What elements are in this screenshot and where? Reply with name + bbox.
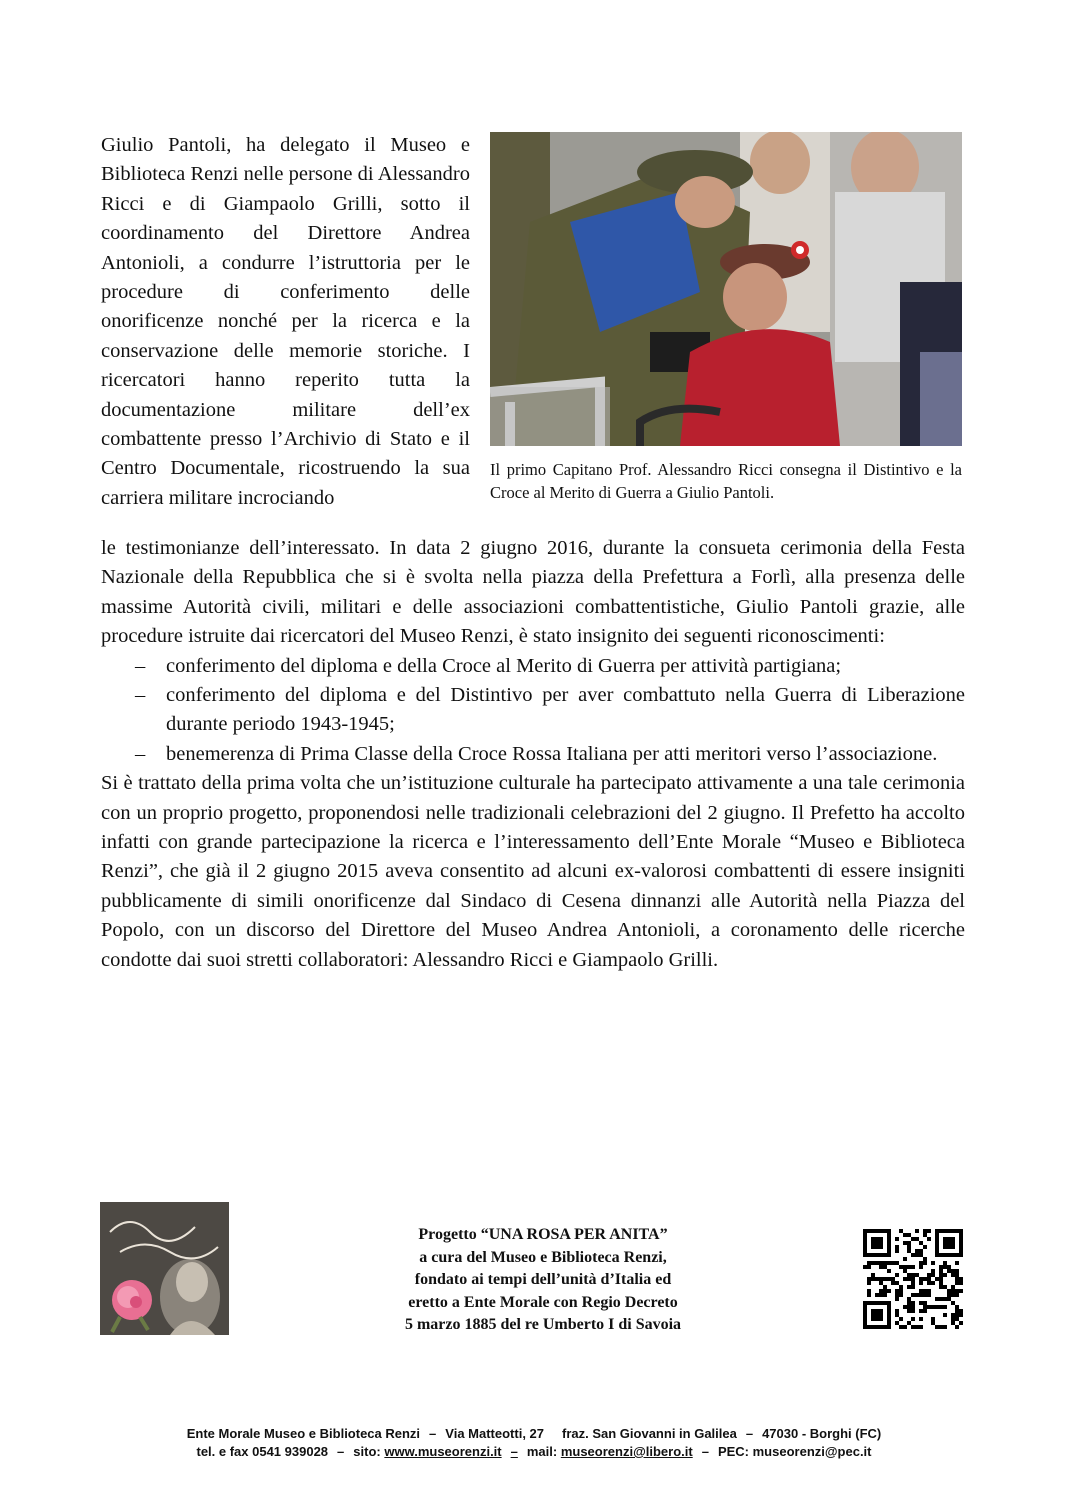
photo-caption: Il primo Capitano Prof. Alessandro Ricci consegna il Distintivo e la Croce al Merito di Guerra a Giulio Pantoli. <box>490 460 962 502</box>
footer-address-line <box>0 1425 1068 1443</box>
footer-separator: – <box>701 1444 709 1459</box>
project-line: eretto a Ente Morale con Regio Decreto <box>408 1293 678 1311</box>
list-item-text: benemerenza di Prima Classe della Croce Rossa Italiana per atti meritori verso l’associazione. <box>166 742 938 765</box>
project-line: Progetto “UNA ROSA PER ANITA” <box>418 1226 668 1243</box>
ceremony-photo <box>490 132 962 446</box>
website-link[interactable]: www.museorenzi.it <box>384 1444 502 1459</box>
footer-separator: – <box>337 1444 345 1459</box>
footer-mail-label: mail: <box>526 1444 558 1459</box>
footer-separator: – <box>510 1444 518 1459</box>
project-info <box>362 1224 724 1337</box>
footer-separator: – <box>429 1426 437 1441</box>
footer-phone: tel. e fax 0541 939028 <box>196 1444 329 1459</box>
footer-site-label: sito: <box>353 1444 381 1459</box>
qr-code[interactable] <box>862 1228 964 1330</box>
list-item <box>101 740 965 769</box>
footer-frazione: fraz. San Giovanni in Galilea <box>562 1426 737 1441</box>
footer-street: Via Matteotti, 27 <box>445 1426 545 1441</box>
email-link[interactable]: museorenzi@libero.it <box>560 1444 693 1459</box>
project-line: fondato ai tempi dell’unità d’Italia ed <box>414 1271 672 1288</box>
bullet-dash: – <box>135 742 146 765</box>
list-item-text: conferimento del diploma e del Distintivo per aver combattuto nella Guerra di Liberazione durante periodo 1943-1945; <box>166 684 965 736</box>
project-line: 5 marzo 1885 del re Umberto I di Savoia <box>404 1316 682 1333</box>
bullet-dash: – <box>135 654 146 677</box>
pec-address: museorenzi@pec.it <box>752 1444 872 1459</box>
honors-list <box>101 652 965 770</box>
footer-separator: – <box>745 1426 754 1441</box>
footer-contact-line <box>0 1443 1068 1461</box>
main-text <box>101 534 965 975</box>
left-column-text: Giulio Pantoli, ha delegato il Museo e Biblioteca Renzi nelle persone di Alessandro Ricci e di Giampaolo Grilli, sotto il coordinamento del Direttore Andrea Antonioli, a condurre l’istruttoria per le procedure di conferimento delle onorificenze nonché per la ricerca e la conservazione delle memorie storiche. I ricercatori hanno reperito tutta la documentazione militare dell’ex combattente presso l’Archivio di Stato e il Centro Documentale, ricostruendo la sua carriera militare incrociando <box>101 134 470 509</box>
closing-paragraph: Si è trattato della prima volta che un’istituzione culturale ha partecipato attivamente a una tale cerimonia con un proprio progetto, proponendosi nelle tradizionali celebrazioni del 2 giugno. Il Prefetto ha accolto infatti con grande partecipazione la ricerca e l’interessamento dell’Ente Morale “Museo e Biblioteca Renzi”, che già il 2 giugno 2015 aveva consentito ad alcuni ex-valorosi combattenti di essere insigniti pubblicamente di simili onorificenze dal Sindaco di Cesena dinnanzi alle Autorità nella Piazza del Popolo, con un discorso del Direttore del Museo Andrea Antonioli, a coronamento delle ricerche condotte dai suoi stretti collaboratori: Alessandro Ricci e Giampaolo Grilli. <box>101 772 965 971</box>
list-item <box>101 652 965 681</box>
list-item-text: conferimento del diploma e della Croce al Merito di Guerra per attività partigiana; <box>166 654 842 677</box>
continuation-paragraph: le testimonianze dell’interessato. In data 2 giugno 2016, durante la consueta cerimonia della Festa Nazionale della Repubblica che si è svolta nella piazza della Prefettura a Forlì, alla presenza delle massime Autorità civili, militari e delle associazioni combattentistiche, Giulio Pantoli grazie, alle procedure istruite dai ricercatori del Museo Renzi, è stato insignito dei seguenti riconoscimenti: <box>101 537 965 648</box>
una-rosa-per-anita-logo <box>100 1202 229 1335</box>
list-item <box>101 681 965 740</box>
footer-org: Ente Morale Museo e Biblioteca Renzi <box>186 1426 421 1441</box>
footer-pec-label: PEC: <box>717 1444 749 1459</box>
footer-cap-city: 47030 - Borghi (FC) <box>762 1426 882 1441</box>
bullet-dash: – <box>135 684 146 707</box>
project-line: a cura del Museo e Biblioteca Renzi, <box>419 1248 667 1266</box>
